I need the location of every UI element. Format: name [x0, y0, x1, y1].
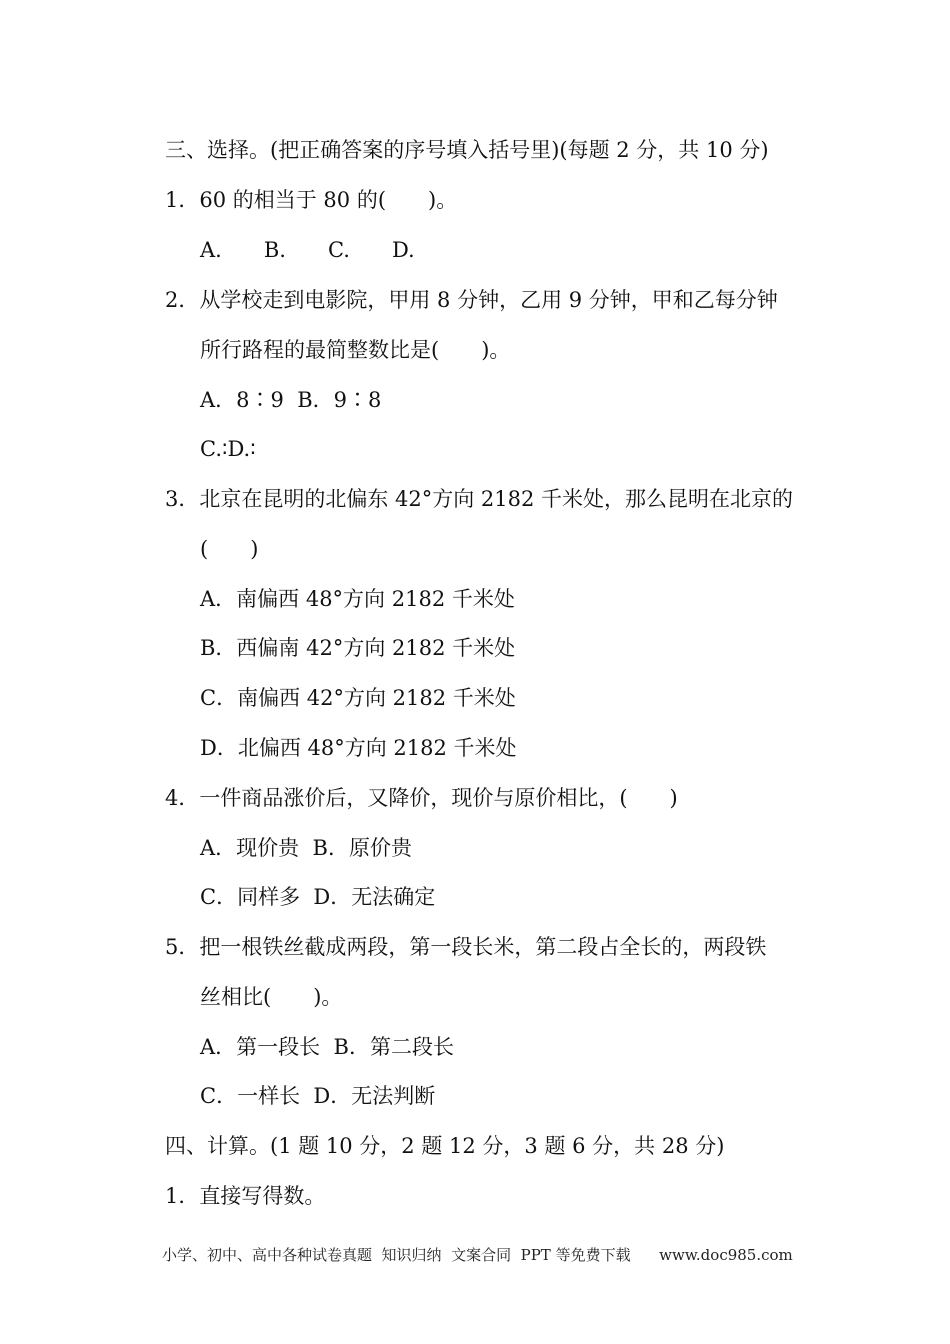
section4-item-1: 1．直接写得数。 [165, 1184, 326, 1208]
question-5-options-line1: A．第一段长 B．第二段长 [200, 1035, 454, 1059]
question-4-options-line2: C．同样多 D．无法确定 [200, 885, 436, 909]
footer-text: 小学、初中、高中各种试卷真题 知识归纳 文案合同 PPT 等免费下载 www.doc985.com [162, 1246, 793, 1264]
question-2-options-line1: A．8∶9 B．9∶8 [200, 388, 382, 412]
question-4-text: 4．一件商品涨价后，又降价，现价与原价相比，( ) [165, 786, 678, 810]
question-3-option-b: B．西偏南 42°方向 2182 千米处 [200, 636, 516, 660]
question-3-option-a: A．南偏西 48°方向 2182 千米处 [200, 587, 515, 611]
question-5-text-line1: 5．把一根铁丝截成两段，第一段长米，第二段占全长的，两段铁 [165, 935, 767, 959]
question-1-options: A. B. C. D. [200, 238, 415, 262]
question-3-option-c: C．南偏西 42°方向 2182 千米处 [200, 686, 516, 710]
section4-heading: 四、计算。(1 题 10 分，2 题 12 分，3 题 6 分，共 28 分) [165, 1134, 725, 1158]
question-5-text-line2: 丝相比( )。 [200, 985, 343, 1009]
question-3-text-line2: ( ) [200, 537, 259, 561]
question-3-option-d: D．北偏西 48°方向 2182 千米处 [200, 736, 517, 760]
question-1-text: 1．60 的相当于 80 的( )。 [165, 188, 458, 212]
question-2-options-line2: C.∶D.∶ [200, 437, 256, 461]
question-3-text-line1: 3．北京在昆明的北偏东 42°方向 2182 千米处，那么昆明在北京的 [165, 487, 794, 511]
question-4-options-line1: A．现价贵 B．原价贵 [200, 836, 412, 860]
section3-heading: 三、选择。(把正确答案的序号填入括号里)(每题 2 分，共 10 分) [165, 138, 769, 162]
question-2-text-line2: 所行路程的最简整数比是( )。 [200, 338, 511, 362]
question-5-options-line2: C．一样长 D．无法判断 [200, 1084, 436, 1108]
question-2-text-line1: 2．从学校走到电影院，甲用 8 分钟，乙用 9 分钟，甲和乙每分钟 [165, 288, 778, 312]
